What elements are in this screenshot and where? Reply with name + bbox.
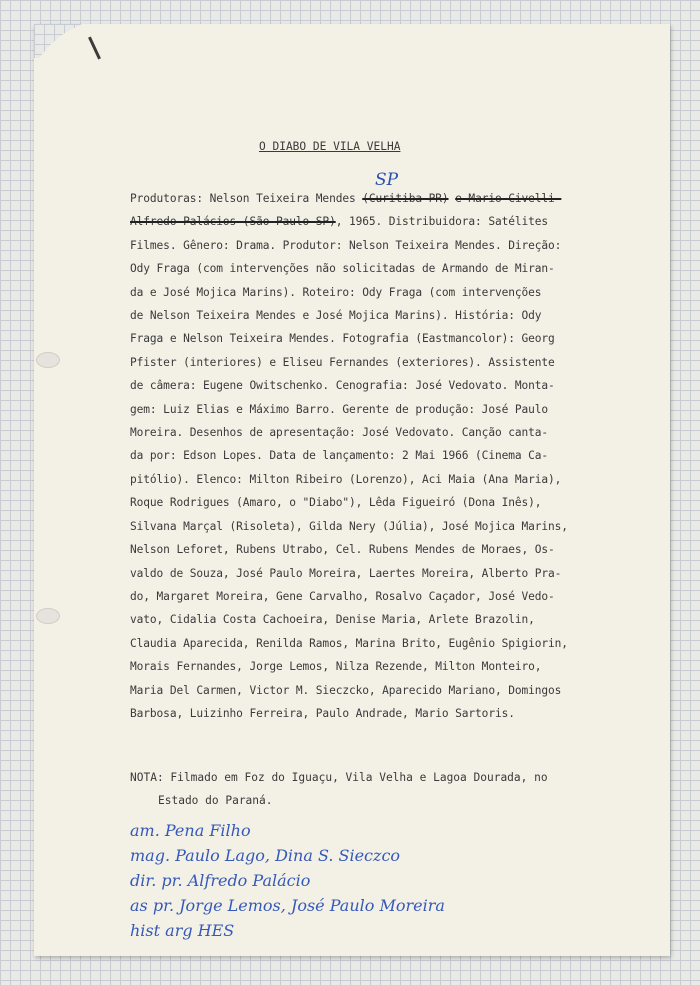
handwritten-line: mag. Paulo Lago, Dina S. Sieczco [130, 846, 401, 865]
text-line: gem: Luiz Elias e Máximo Barro. Gerente de produção: José Paulo [130, 402, 549, 416]
credits-body [130, 187, 600, 725]
text-line: Barbosa, Luizinho Ferreira, Paulo Andrade, Mario Sartoris. [130, 706, 515, 720]
text-line: da por: Edson Lopes. Data de lançamento: 2 Mai 1966 (Cinema Ca- [130, 449, 549, 463]
text-line: Moreira. Desenhos de apresentação: José Vedovato. Canção canta- [130, 426, 549, 440]
handwritten-notes [130, 818, 445, 943]
text-line: da e José Mojica Marins). Roteiro: Ody Fraga (com intervenções [130, 285, 542, 299]
text-line: Morais Fernandes, Jorge Lemos, Nilza Rezende, Milton Monteiro, [130, 660, 542, 674]
text-line: Pfister (interiores) e Eliseu Fernandes (exteriores). Assistente [130, 355, 555, 369]
text-line: valdo de Souza, José Paulo Moreira, Laertes Moreira, Alberto Pra- [130, 566, 562, 580]
margin-annotation: SP [375, 170, 399, 190]
text-line: vato, Cidalia Costa Cachoeira, Denise Maria, Arlete Brazolin, [130, 613, 535, 627]
text-line: Ody Fraga (com intervenções não solicitadas de Armando de Miran- [130, 262, 555, 276]
text-line: Produtoras: Nelson Teixeira Mendes (Curitiba-PR) e Mario Civelli- [130, 192, 562, 205]
note-line: NOTA: Filmado em Foz do Iguaçu, Vila Velha e Lagoa Dourada, no [130, 771, 548, 784]
text-line: Filmes. Gênero: Drama. Produtor: Nelson Teixeira Mendes. Direção: [130, 238, 562, 252]
note-line: Estado do Paraná. [158, 794, 273, 808]
text-line: Silvana Marçal (Risoleta), Gilda Nery (Júlia), José Mojica Marins, [130, 519, 568, 533]
text-line: Roque Rodrigues (Amaro, o "Diabo"), Lêda Figueiró (Dona Inês), [130, 496, 542, 510]
note-block [130, 766, 610, 813]
text-line: pitólio). Elenco: Milton Ribeiro (Lorenzo), Aci Maia (Ana Maria), [130, 472, 562, 486]
handwritten-line: as pr. Jorge Lemos, José Paulo Moreira [130, 896, 445, 915]
text-line: Claudia Aparecida, Renilda Ramos, Marina Brito, Eugênio Spigiorin, [130, 636, 568, 650]
text-line: Alfredo Palácios (São Paulo-SP), 1965. Distribuidora: Satélites [130, 215, 549, 229]
handwritten-line: am. Pena Filho [130, 821, 251, 840]
punch-hole [36, 608, 60, 624]
punch-hole [36, 352, 60, 368]
handwritten-line: dir. pr. Alfredo Palácio [130, 871, 311, 890]
text-line: Nelson Leforet, Rubens Utrabo, Cel. Rubens Mendes de Moraes, Os- [130, 543, 555, 557]
text-line: de Nelson Teixeira Mendes e José Mojica Marins). História: Ody [130, 309, 542, 323]
text-line: Maria Del Carmen, Victor M. Sieczcko, Aparecido Mariano, Domingos [130, 683, 562, 697]
text-line: de câmera: Eugene Owitschenko. Cenografia: José Vedovato. Monta- [130, 379, 555, 393]
handwritten-line: hist arg HES [130, 921, 235, 940]
text-line: Fraga e Nelson Teixeira Mendes. Fotografia (Eastmancolor): Georg [130, 332, 555, 346]
document-title: O DIABO DE VILA VELHA [259, 140, 401, 153]
text-line: do, Margaret Moreira, Gene Carvalho, Rosalvo Caçador, José Vedo- [130, 589, 555, 603]
